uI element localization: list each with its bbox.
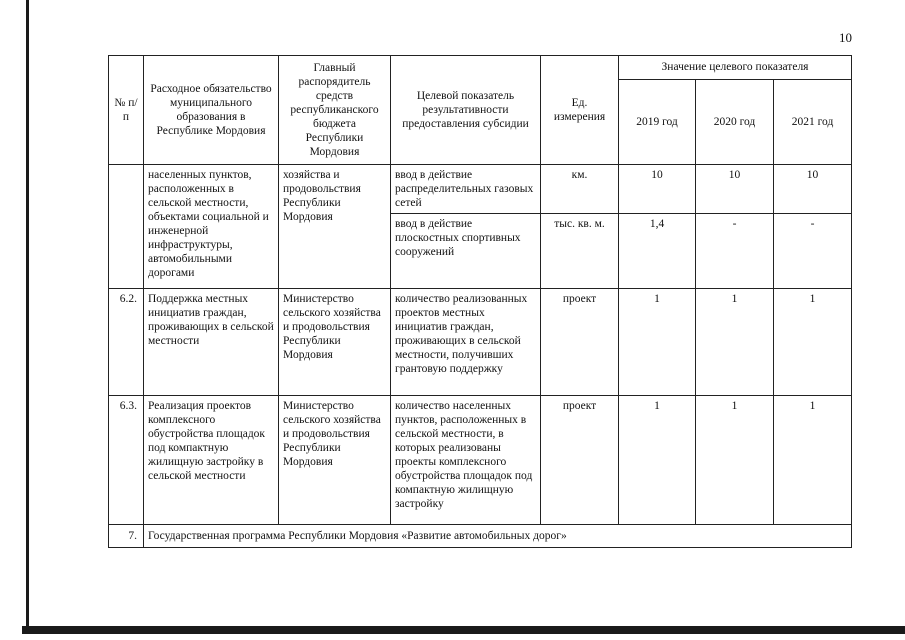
row-value-2020: 1 <box>696 396 774 525</box>
row-value-2019: 10 <box>619 165 696 214</box>
table-row <box>109 165 852 214</box>
row-value-2021: 10 <box>774 165 852 214</box>
header-manager: Главный распорядитель средств республиканского бюджета Республики Мордовия <box>279 56 391 165</box>
row-indicator: ввод в действие плоскостных спортивных сооружений <box>391 214 541 289</box>
row-value-2019: 1 <box>619 289 696 396</box>
row-obligation: населенных пунктов, расположенных в сельской местности, объектами социальной и инженерной инфраструктуры, автомобильными дорогами <box>144 165 279 289</box>
row-num: 6.3. <box>109 396 144 525</box>
row-value-2020: 1 <box>696 289 774 396</box>
header-unit: Ед. измерения <box>541 56 619 165</box>
row-manager: Министерство сельского хозяйства и продовольствия Республики Мордовия <box>279 396 391 525</box>
row-value-2019: 1,4 <box>619 214 696 289</box>
row-value-2021: 1 <box>774 289 852 396</box>
header-year: 2021 год <box>774 80 852 165</box>
row-indicator: количество населенных пунктов, расположенных в сельской местности, в которых реализованы проекты комплексного обустройства площадок под компактную жилищную застройку <box>391 396 541 525</box>
row-value-2021: 1 <box>774 396 852 525</box>
row-unit: км. <box>541 165 619 214</box>
row-unit: проект <box>541 396 619 525</box>
header-year: 2020 год <box>696 80 774 165</box>
header-num: № п/п <box>109 56 144 165</box>
page-number: 10 <box>839 30 852 45</box>
header-target-value: Значение целевого показателя <box>619 56 852 80</box>
header-row <box>109 56 852 80</box>
section-title: Государственная программа Республики Мордовия «Развитие автомобильных дорог» <box>144 525 852 548</box>
row-unit: тыс. кв. м. <box>541 214 619 289</box>
row-value-2020: - <box>696 214 774 289</box>
row-indicator: ввод в действие распределительных газовых сетей <box>391 165 541 214</box>
table-row <box>109 396 852 525</box>
row-value-2021: - <box>774 214 852 289</box>
scan-bottom-edge <box>22 626 905 634</box>
row-unit: проект <box>541 289 619 396</box>
row-obligation: Реализация проектов комплексного обустройства площадок под компактную жилищную застройку в сельской местности <box>144 396 279 525</box>
row-num: 6.2. <box>109 289 144 396</box>
scan-left-edge <box>26 0 29 630</box>
row-obligation: Поддержка местных инициатив граждан, проживающих в сельской местности <box>144 289 279 396</box>
section-num: 7. <box>109 525 144 548</box>
section-row <box>109 525 852 548</box>
row-indicator: количество реализованных проектов местных инициатив граждан, проживающих в сельской местности, получивших грантовую поддержку <box>391 289 541 396</box>
header-year: 2019 год <box>619 80 696 165</box>
header-indicator: Целевой показатель результативности предоставления субсидии <box>391 56 541 165</box>
table-row <box>109 289 852 396</box>
row-value-2019: 1 <box>619 396 696 525</box>
row-manager: Министерство сельского хозяйства и продовольствия Республики Мордовия <box>279 289 391 396</box>
target-indicators-table <box>108 55 852 548</box>
header-obligation: Расходное обязательство муниципального образования в Республике Мордовия <box>144 56 279 165</box>
row-manager: хозяйства и продовольствия Республики Мордовия <box>279 165 391 289</box>
row-value-2020: 10 <box>696 165 774 214</box>
row-num <box>109 165 144 289</box>
